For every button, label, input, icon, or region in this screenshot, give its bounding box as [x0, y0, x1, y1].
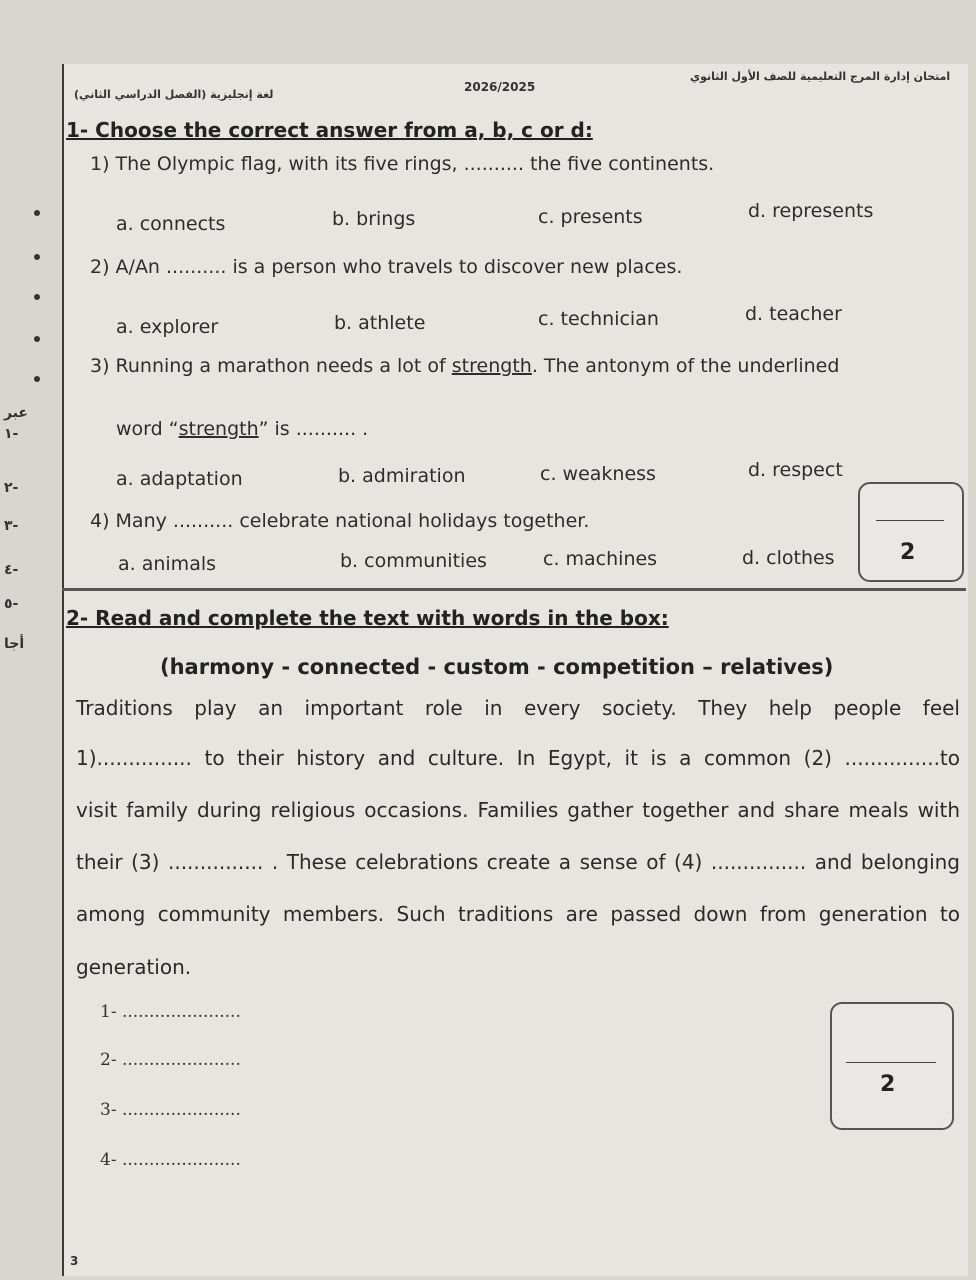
q4-stem: 4) Many .......... celebrate national holidays together. [90, 510, 590, 532]
header-year: 2026/2025 [464, 80, 536, 94]
q1-option-a: a. connects [116, 213, 226, 235]
q3-option-a: a. adaptation [116, 468, 243, 490]
q1-option-b: b. brings [332, 208, 416, 230]
q3-stem-line2 [116, 418, 368, 440]
q2-option-a: a. explorer [116, 316, 219, 338]
margin-bullet [34, 254, 40, 260]
margin-mark-6: ٥- [4, 596, 19, 612]
q3-option-c: c. weakness [540, 463, 656, 485]
score-divider-line [876, 520, 944, 521]
margin-mark-7: أجا [4, 636, 25, 652]
paragraph-line-3: visit family during religious occasions. Families gather together and share meals with [76, 798, 960, 822]
score-divider-line [846, 1062, 936, 1063]
section1-title: 1- Choose the correct answer from a, b, c or d: [66, 118, 593, 142]
answer-label-3: 3- [100, 1100, 117, 1120]
paragraph-line-4: their (3) ............... . These celebrations create a sense of (4) ............... and belonging [76, 850, 960, 874]
q3-stem-line1 [90, 355, 839, 377]
answer-line-2 [100, 1050, 241, 1070]
q3-line2-prefix: word “ [116, 418, 179, 440]
page-number: 3 [70, 1254, 79, 1268]
paragraph-line-2: 1)............... to their history and culture. In Egypt, it is a common (2) ...............to [76, 746, 960, 770]
q1-option-c: c. presents [538, 206, 643, 228]
q3-stem-suffix: . The antonym of the underlined [531, 355, 840, 377]
q3-stem-prefix: 3) Running a marathon needs a lot of [90, 355, 452, 377]
word-box: (harmony - connected - custom - competition – relatives) [160, 655, 834, 679]
margin-bullet [34, 336, 40, 342]
q2-option-d: d. teacher [745, 303, 842, 325]
answer-line-1 [100, 1002, 241, 1022]
margin-bullet [34, 210, 40, 216]
margin-mark-5: ٤- [4, 562, 19, 578]
answer-blank-2: ...................... [121, 1050, 241, 1070]
answer-blank-1: ...................... [121, 1002, 241, 1022]
answer-line-4 [100, 1150, 241, 1170]
margin-mark-1: عبر [4, 405, 28, 421]
section1-score: 2 [900, 540, 916, 565]
section2-score-box [830, 1002, 954, 1130]
paragraph-line-5: among community members. Such traditions are passed down from generation to [76, 902, 960, 926]
answer-blank-3: ...................... [121, 1100, 241, 1120]
margin-mark-3: ٢- [4, 480, 19, 496]
margin-bullet [34, 376, 40, 382]
answer-label-2: 2- [100, 1050, 117, 1070]
margin-mark-4: ٣- [4, 518, 19, 534]
q2-stem: 2) A/An .......... is a person who travels to discover new places. [90, 256, 683, 278]
q4-option-a: a. animals [118, 553, 217, 575]
answer-blank-4: ...................... [121, 1150, 241, 1170]
answer-line-3 [100, 1100, 241, 1120]
q3-option-d: d. respect [748, 459, 843, 481]
header-subject: (الفصل الدراسي الثاني) لغة إنجليزية [74, 88, 274, 101]
q1-stem: 1) The Olympic flag, with its five rings, .......... the five continents. [90, 153, 715, 175]
q3-line2-suffix: ” is .......... . [258, 418, 369, 440]
section2-score: 2 [880, 1072, 896, 1097]
q3-line2-underlined: strength [178, 418, 259, 440]
paragraph-line-1: Traditions play an important role in every society. They help people feel [76, 696, 960, 720]
answer-label-1: 1- [100, 1002, 117, 1022]
header-title: امتحان إدارة المرج التعليمية للصف الأول الثانوي [690, 70, 951, 83]
q3-underlined-word: strength [451, 355, 532, 377]
q3-option-b: b. admiration [338, 465, 466, 487]
q4-option-c: c. machines [543, 548, 658, 570]
margin-mark-2: ١- [4, 426, 19, 442]
answer-label-4: 4- [100, 1150, 117, 1170]
section2-title: 2- Read and complete the text with words in the box: [66, 606, 669, 630]
margin-bullet [34, 294, 40, 300]
q2-option-c: c. technician [538, 308, 659, 330]
paragraph-line-6: generation. [76, 955, 192, 979]
q1-option-d: d. represents [748, 200, 874, 222]
section-divider [62, 588, 966, 591]
q4-option-b: b. communities [340, 550, 487, 572]
section1-score-box [858, 482, 964, 582]
q4-option-d: d. clothes [742, 547, 835, 569]
q2-option-b: b. athlete [334, 312, 426, 334]
